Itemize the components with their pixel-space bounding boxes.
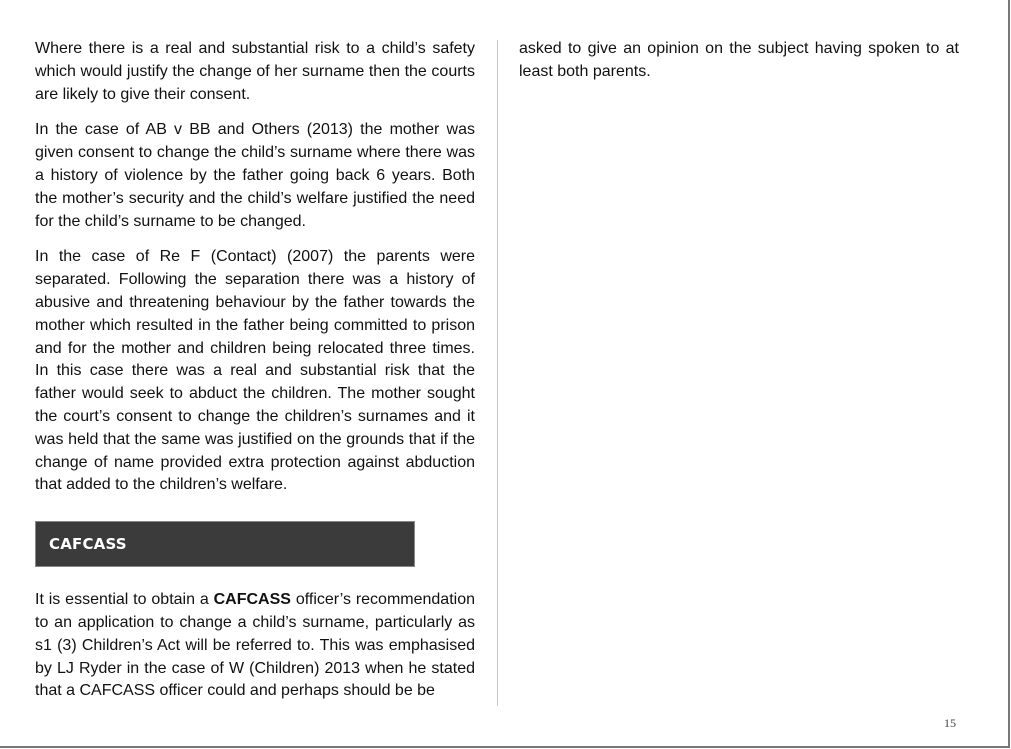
- cafcass-bold-term: CAFCASS: [213, 591, 291, 609]
- paragraph-re-f-contact: In the case of Re F (Contact) (2007) the parents were separated. Following the separation there was a history of abusive and threatening behaviour by the father towards the mother which resulted in the father being committed to prison and for the mother and children being relocated three times. In this case there was a real and substantial risk that the father would seek to abduct the children. The mother sought the court’s consent to change the children’s surnames and it was held that the same was justified on the grounds that if the change of name provided extra protection against abduction that added to the children’s welfare.: [35, 248, 475, 494]
- paragraph-cafcass-text-start: It is essential to obtain a: [35, 591, 214, 609]
- section-heading-text: CAFCASS: [49, 535, 127, 554]
- paragraph-cafcass-recommendation: [35, 589, 475, 703]
- paragraph-safety-risk: Where there is a real and substantial risk to a child’s safety which would justify the change of her surname then the courts are likely to give their consent.: [35, 40, 475, 103]
- paragraph-opinion-continuation: asked to give an opinion on the subject having spoken to at least both parents.: [519, 40, 959, 80]
- right-column: [519, 38, 959, 97]
- section-heading-cafcass: [35, 521, 415, 567]
- left-column: [35, 38, 475, 716]
- paragraph-cafcass-text-end: officer’s recommendation to an application to change a child’s surname, particularly as s1 (3) Children’s Act will be referred to. This was emphasised by LJ Ryder in the case of W (Children) 2013 when he stated that a CAFCASS officer could and perhaps should be be: [35, 591, 475, 700]
- column-divider: [497, 40, 498, 706]
- page-number: 15: [944, 716, 956, 730]
- paragraph-ab-v-bb: In the case of AB v BB and Others (2013) the mother was given consent to change the child’s surname where there was a history of violence by the father going back 6 years. Both the mother’s security and the child’s welfare justified the need for the child’s surname to be changed.: [35, 121, 475, 230]
